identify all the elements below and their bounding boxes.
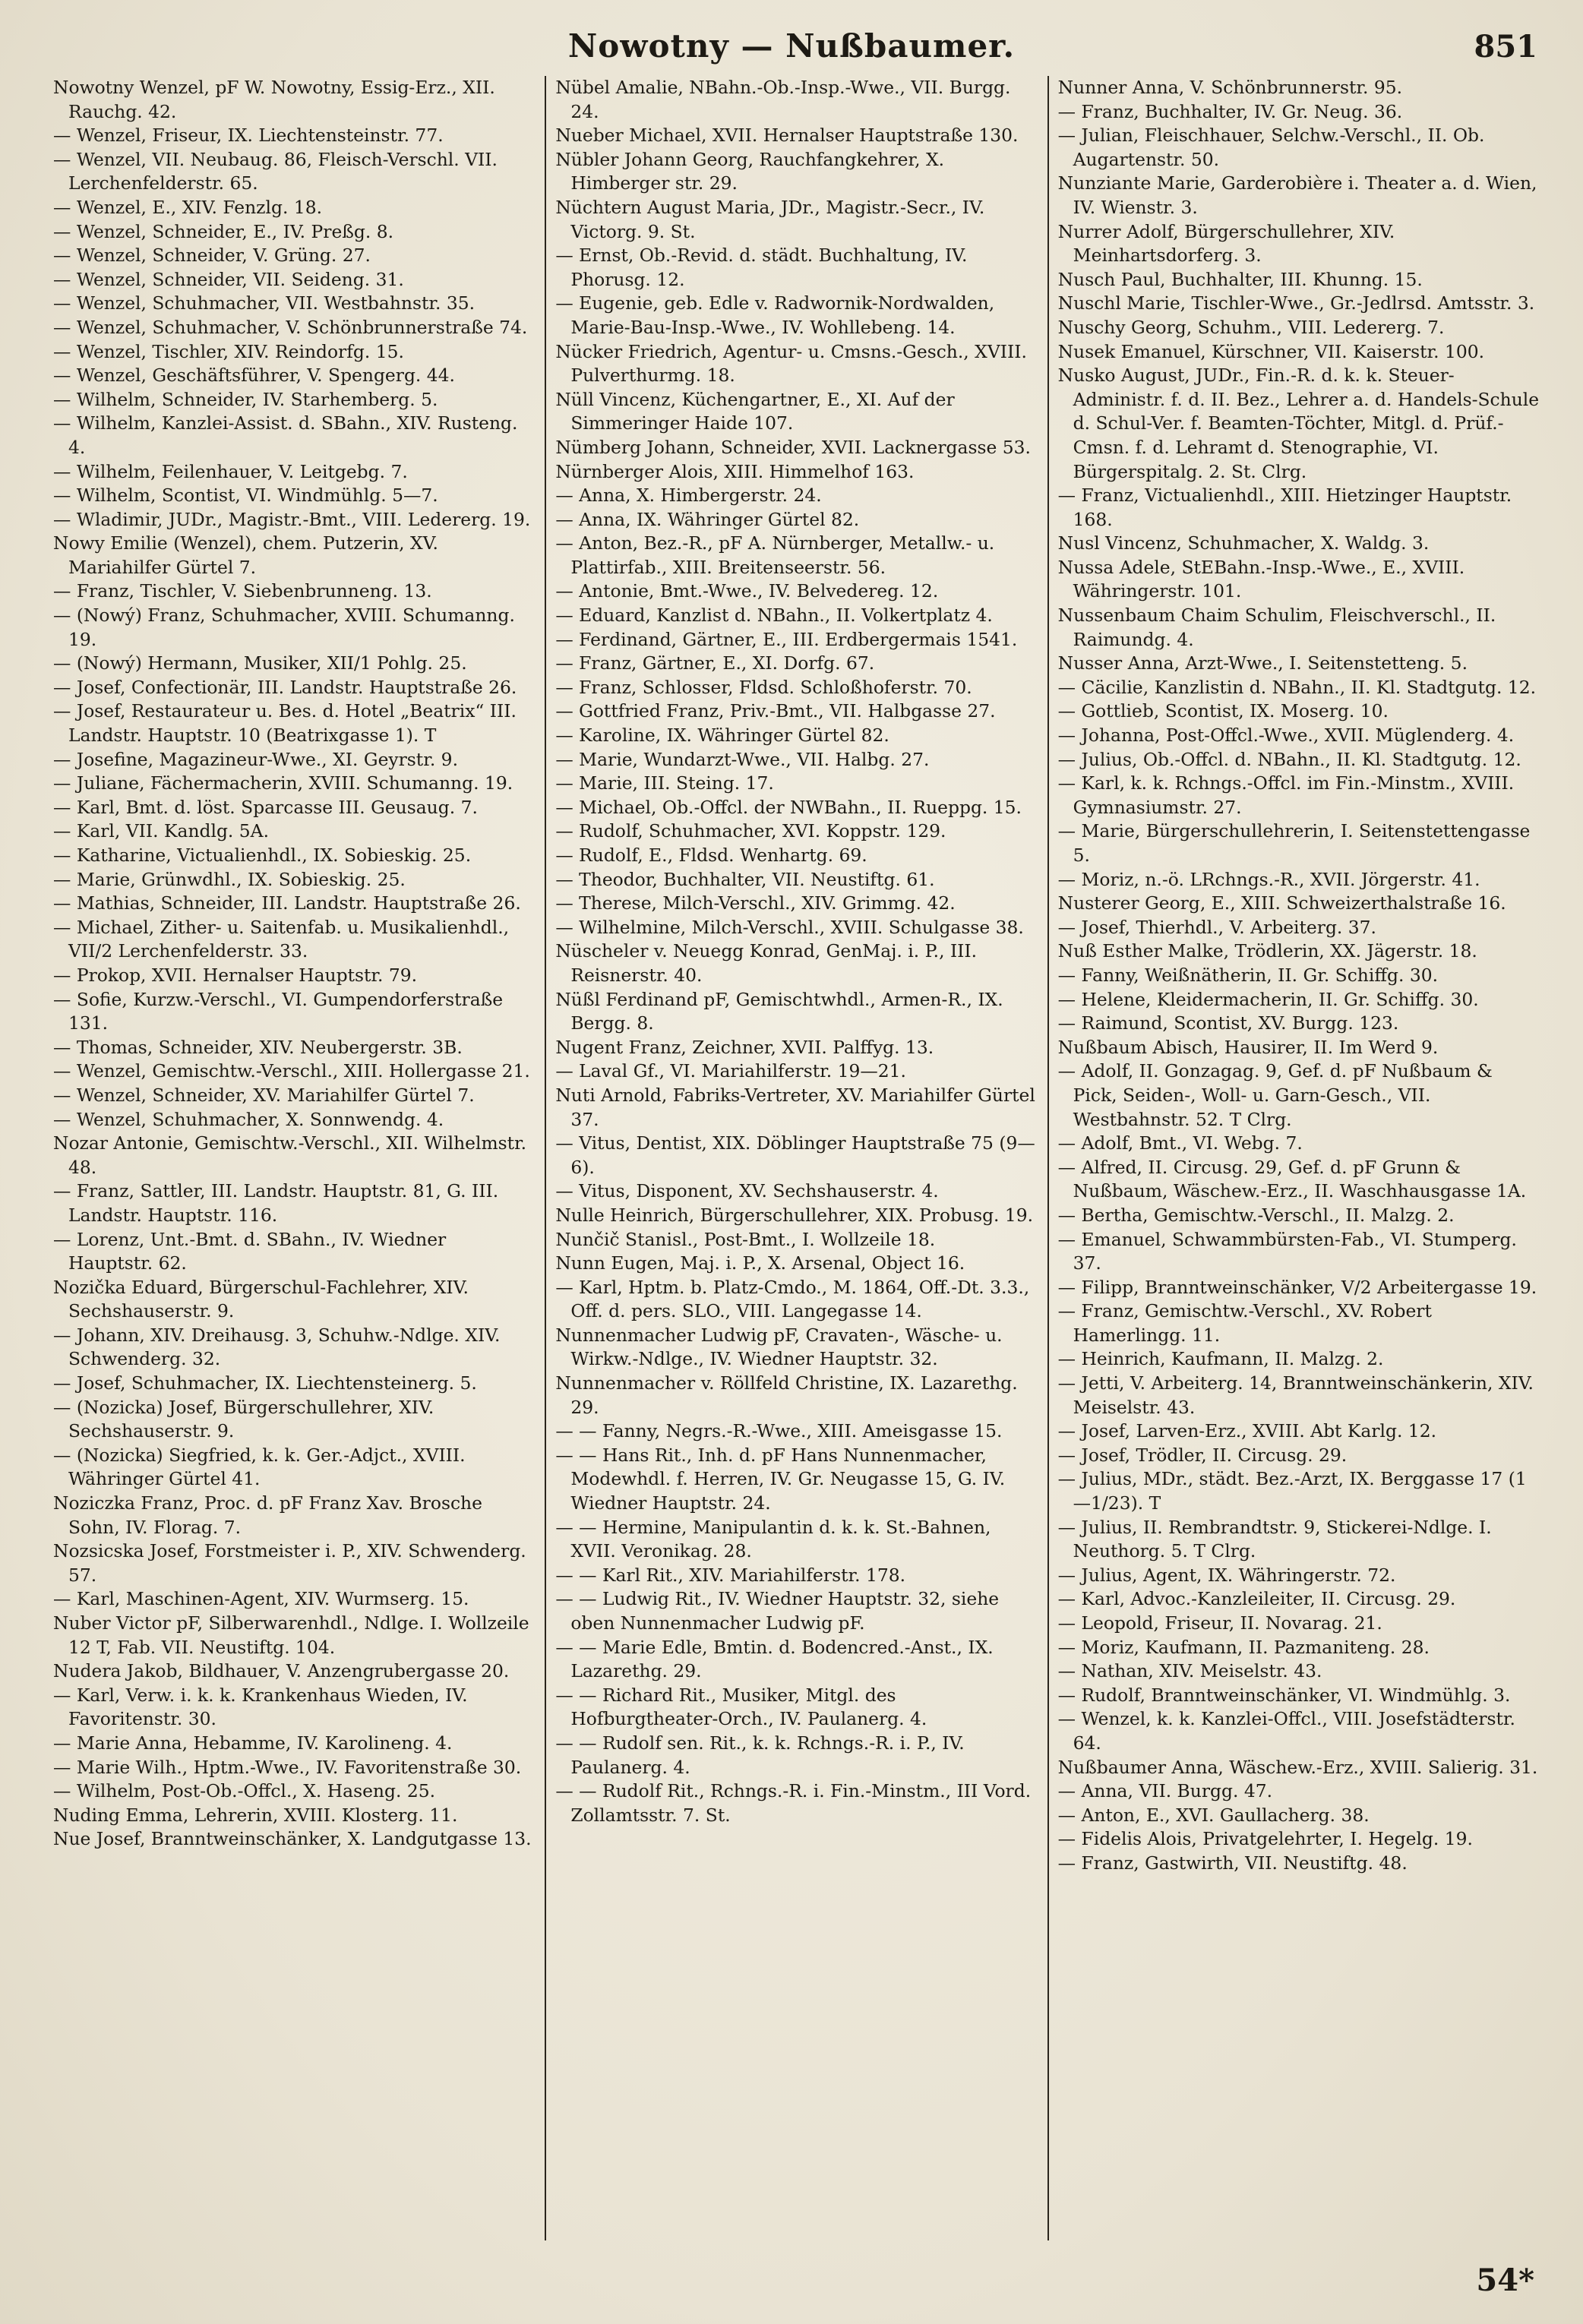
directory-entry: Nüßl Ferdinand pF, Gemischtwhdl., Armen-R., IX. Bergg. 8. (555, 988, 1003, 1034)
directory-entry: Nümberg Johann, Schneider, XVII. Lacknergasse 53. (555, 436, 1031, 458)
entry-columns (44, 76, 1550, 2240)
directory-entry: Nüchtern August Maria, JDr., Magistr.-Secr., IV. Victorg. 9. St. (555, 196, 985, 242)
directory-entry: Nulle Heinrich, Bürgerschullehrer, XIX. Probusg. 19. (555, 1204, 1034, 1226)
directory-entry: — Wenzel, E., XIV. Fenzlg. 18. (53, 196, 323, 218)
directory-entry: — — Ludwig Rit., IV. Wiedner Hauptstr. 32, siehe oben Nunnenmacher Ludwig pF. (555, 1588, 1000, 1634)
directory-entry: — Lorenz, Unt.-Bmt. d. SBahn., IV. Wiedner Hauptstr. 62. (53, 1228, 447, 1274)
directory-entry: — Franz, Tischler, V. Siebenbrunneng. 13. (53, 580, 432, 602)
directory-entry: — — Rudolf sen. Rit., k. k. Rchngs.-R. i. P., IV. Paulanerg. 4. (555, 1732, 965, 1778)
directory-entry: — Juliane, Fächermacherin, XVIII. Schumanng. 19. (53, 772, 513, 794)
directory-entry: — Karl, Bmt. d. löst. Sparcasse III. Geusaug. 7. (53, 796, 478, 818)
directory-entry: Nusko August, JUDr., Fin.-R. d. k. k. Steuer-Administr. f. d. II. Bez., Lehrer a. d. Handels-Schule d. Schul-Ver. f. Beamten-Töchter, Mitgl. d. Prüf.-Cmsn. f. d. Lehramt d. Stenographie, VI. Bürgerspitalg. 2. St. Clrg. (1057, 365, 1540, 482)
directory-entry: — Karl, Verw. i. k. k. Krankenhaus Wieden, IV. Favoritenstr. 30. (53, 1684, 468, 1730)
directory-entry: — Wladimir, JUDr., Magistr.-Bmt., VIII. Ledererg. 19. (53, 508, 531, 530)
directory-entry: — Bertha, Gemischtw.-Verschl., II. Malzg. 2. (1057, 1204, 1455, 1226)
directory-entry: — — Rudolf Rit., Rchngs.-R. i. Fin.-Minstm., III Vord. Zollamtsstr. 7. St. (555, 1780, 1032, 1826)
directory-entry: — Leopold, Friseur, II. Novarag. 21. (1057, 1612, 1382, 1634)
directory-entry: — Johanna, Post-Offcl.-Wwe., XVII. Müglenderg. 4. (1057, 725, 1515, 747)
directory-entry: Nübler Johann Georg, Rauchfangkehrer, X. Himberger str. 29. (555, 148, 945, 194)
directory-entry: — Wenzel, Tischler, XIV. Reindorfg. 15. (53, 340, 404, 362)
directory-entry: Nussa Adele, StEBahn.-Insp.-Wwe., E., XVIII. Währingerstr. 101. (1057, 556, 1465, 602)
directory-entry: — Anton, Bez.-R., pF A. Nürnberger, Metallw.- u. Plattirfab., XIII. Breitenseerstr. 56. (555, 532, 995, 578)
directory-entry: Nuschy Georg, Schuhm., VIII. Ledererg. 7. (1057, 316, 1445, 338)
directory-entry: — Josef, Restaurateur u. Bes. d. Hotel „Beatrix“ III. Landstr. Hauptstr. 10 (Beatrixgasse 1). T (53, 700, 517, 747)
directory-entry: — Franz, Buchhalter, IV. Gr. Neug. 36. (1057, 100, 1403, 122)
directory-entry: — Julius, II. Rembrandtstr. 9, Stickerei-Ndlge. I. Neuthorg. 5. T Clrg. (1057, 1516, 1492, 1562)
directory-entry: — Anna, X. Himbergerstr. 24. (555, 485, 822, 507)
directory-entry: Nürnberger Alois, XIII. Himmelhof 163. (555, 460, 915, 482)
directory-entry: — Franz, Gastwirth, VII. Neustiftg. 48. (1057, 1852, 1408, 1874)
directory-entry: Nübel Amalie, NBahn.-Ob.-Insp.-Wwe., VII. Burgg. 24. (555, 77, 1011, 122)
directory-entry: — Wilhelm, Kanzlei-Assist. d. SBahn., XIV. Rusteng. 4. (53, 412, 518, 458)
directory-entry: — Ferdinand, Gärtner, E., III. Erdbergermais 1541. (555, 628, 1018, 650)
directory-entry: — Josef, Thierhdl., V. Arbeiterg. 37. (1057, 916, 1376, 938)
directory-entry: — Josef, Larven-Erz., XVIII. Abt Karlg. 12. (1057, 1420, 1437, 1442)
directory-entry: — Julius, Ob.-Offcl. d. NBahn., II. Kl. Stadtgutg. 12. (1057, 748, 1521, 770)
directory-entry: — Alfred, II. Circusg. 29, Gef. d. pF Grunn & Nußbaum, Wäschew.-Erz., II. Waschhausgasse 1A. (1057, 1156, 1527, 1202)
directory-entry: — Wenzel, VII. Neubaug. 86, Fleisch-Verschl. VII. Lerchenfelderstr. 65. (53, 148, 498, 194)
running-head: Nowotny — Nußbaumer. (567, 27, 1016, 65)
directory-entry: — Marie, III. Steing. 17. (555, 772, 774, 794)
directory-entry: Nozička Eduard, Bürgerschul-Fachlehrer, XIV. Sechshauserstr. 9. (53, 1276, 469, 1322)
directory-entry: — Marie, Bürgerschullehrerin, I. Seitenstettengasse 5. (1057, 820, 1531, 866)
directory-entry: — Karl, Hptm. b. Platz-Cmdo., M. 1864, Off.-Dt. 3.3., Off. d. pers. SLO., VIII. Langegasse 14. (555, 1276, 1030, 1322)
directory-entry: Noziczka Franz, Proc. d. pF Franz Xav. Brosche Sohn, IV. Florag. 7. (53, 1492, 482, 1538)
directory-entry: Nußbaum Abisch, Hausirer, II. Im Werd 9. (1057, 1036, 1439, 1058)
directory-entry: — Wilhelm, Feilenhauer, V. Leitgebg. 7. (53, 460, 408, 482)
directory-entry: — Adolf, II. Gonzagag. 9, Gef. d. pF Nußbaum & Pick, Seiden-, Woll- u. Garn-Gesch., VII. Westbahnstr. 52. T Clrg. (1057, 1060, 1493, 1130)
directory-entry: — Vitus, Dentist, XIX. Döblinger Hauptstraße 75 (9—6). (555, 1132, 1035, 1178)
directory-entry: — Karl, k. k. Rchngs.-Offcl. im Fin.-Minstm., XVIII. Gymnasiumstr. 27. (1057, 772, 1515, 818)
directory-entry: — Wilhelm, Scontist, VI. Windmühlg. 5—7. (53, 485, 438, 507)
directory-entry: — Rudolf, Branntweinschänker, VI. Windmühlg. 3. (1057, 1684, 1511, 1706)
directory-entry: — Karl, Advoc.-Kanzleileiter, II. Circusg. 29. (1057, 1588, 1456, 1610)
directory-entry: Nowy Emilie (Wenzel), chem. Putzerin, XV. Mariahilfer Gürtel 7. (53, 532, 438, 578)
directory-entry: — Fidelis Alois, Privatgelehrter, I. Hegelg. 19. (1057, 1828, 1473, 1850)
page-number: 851 (1474, 29, 1537, 65)
directory-entry: Nunner Anna, V. Schönbrunnerstr. 95. (1057, 77, 1403, 98)
directory-entry: — Franz, Gärtner, E., XI. Dorfg. 67. (555, 652, 875, 674)
directory-entry: — Karoline, IX. Währinger Gürtel 82. (555, 725, 889, 747)
directory-entry: — Marie Anna, Hebamme, IV. Karolineng. 4. (53, 1732, 453, 1754)
directory-entry: — — Richard Rit., Musiker, Mitgl. des Hofburgtheater-Orch., IV. Paulanerg. 4. (555, 1684, 927, 1730)
directory-entry: — Sofie, Kurzw.-Verschl., VI. Gumpendorferstraße 131. (53, 988, 504, 1034)
directory-entry: — Josef, Schuhmacher, IX. Liechtensteinerg. 5. (53, 1372, 477, 1394)
directory-entry: — Theodor, Buchhalter, VII. Neustiftg. 61. (555, 868, 935, 890)
directory-entry: — Gottfried Franz, Priv.-Bmt., VII. Halbgasse 27. (555, 700, 996, 722)
directory-entry: Nunn Eugen, Maj. i. P., X. Arsenal, Object 16. (555, 1252, 965, 1274)
directory-entry: Nugent Franz, Zeichner, XVII. Palffyg. 13. (555, 1036, 934, 1058)
page-header (46, 21, 1537, 74)
directory-entry: — — Marie Edle, Bmtin. d. Bodencred.-Anst., IX. Lazarethg. 29. (555, 1636, 994, 1682)
directory-entry: — Ernst, Ob.-Revid. d. städt. Buchhaltung, IV. Phorusg. 12. (555, 245, 968, 290)
directory-entry: — Wenzel, Geschäftsführer, V. Spengerg. 44. (53, 365, 455, 387)
signature-mark: 54* (1476, 2262, 1534, 2298)
directory-entry: — (Nozicka) Siegfried, k. k. Ger.-Adjct., XVIII. Währinger Gürtel 41. (53, 1444, 466, 1490)
directory-entry: — Julian, Fleischhauer, Selchw.-Verschl., II. Ob. Augartenstr. 50. (1057, 125, 1485, 170)
directory-entry: — Wenzel, Schuhmacher, V. Schönbrunnerstraße 74. (53, 316, 528, 338)
directory-entry: Nußbaumer Anna, Wäschew.-Erz., XVIII. Salierig. 31. (1057, 1756, 1538, 1778)
directory-entry: Nuti Arnold, Fabriks-Vertreter, XV. Mariahilfer Gürtel 37. (555, 1084, 1035, 1130)
directory-entry: — Therese, Milch-Verschl., XIV. Grimmg. 42. (555, 892, 956, 914)
directory-entry: Nusl Vincenz, Schuhmacher, X. Waldg. 3. (1057, 532, 1430, 554)
directory-entry: — Nathan, XIV. Meiselstr. 43. (1057, 1660, 1322, 1682)
directory-entry: — Emanuel, Schwammbürsten-Fab., VI. Stumperg. 37. (1057, 1228, 1517, 1274)
directory-entry: — Helene, Kleidermacherin, II. Gr. Schiffg. 30. (1057, 988, 1479, 1010)
directory-entry: — Mathias, Schneider, III. Landstr. Hauptstraße 26. (53, 892, 521, 914)
directory-entry: — Marie, Grünwdhl., IX. Sobieskig. 25. (53, 868, 406, 890)
directory-entry: — Wenzel, k. k. Kanzlei-Offcl., VIII. Josefstädterstr. 64. (1057, 1708, 1515, 1754)
directory-entry: — Rudolf, Schuhmacher, XVI. Koppstr. 129. (555, 820, 946, 842)
directory-entry: — Josefine, Magazineur-Wwe., XI. Geyrstr. 9. (53, 748, 459, 770)
directory-entry: — (Nowý) Hermann, Musiker, XII/1 Pohlg. 25. (53, 652, 467, 674)
directory-entry: — Heinrich, Kaufmann, II. Malzg. 2. (1057, 1348, 1384, 1370)
directory-entry: Nüll Vincenz, Küchengartner, E., XI. Auf der Simmeringer Haide 107. (555, 388, 955, 434)
directory-entry: Nuding Emma, Lehrerin, XVIII. Klosterg. 11. (53, 1804, 458, 1826)
directory-entry: — Vitus, Disponent, XV. Sechshauserstr. 4. (555, 1180, 939, 1202)
directory-entry: Nurrer Adolf, Bürgerschullehrer, XIV. Meinhartsdorferg. 3. (1057, 220, 1395, 267)
directory-entry: — Anton, E., XVI. Gaullacherg. 38. (1057, 1804, 1370, 1826)
directory-entry: Nunnenmacher v. Röllfeld Christine, IX. Lazarethg. 29. (555, 1372, 1018, 1418)
directory-entry: Nunziante Marie, Garderobière i. Theater a. d. Wien, IV. Wienstr. 3. (1057, 172, 1537, 218)
directory-entry: — Moriz, Kaufmann, II. Pazmaniteng. 28. (1057, 1636, 1430, 1658)
directory-entry: — Franz, Schlosser, Fldsd. Schloßhoferstr. 70. (555, 676, 972, 698)
directory-entry: — Wenzel, Schneider, XV. Mariahilfer Gürtel 7. (53, 1084, 475, 1106)
directory-entry: — — Hans Rit., Inh. d. pF Hans Nunnenmacher, Modewhdl. f. Herren, IV. Gr. Neugasse 15, G. IV. Wiedner Hauptstr. 24. (555, 1444, 1006, 1514)
directory-entry: — Antonie, Bmt.-Wwe., IV. Belvedereg. 12. (555, 580, 939, 602)
directory-entry: — Rudolf, E., Fldsd. Wenhartg. 69. (555, 845, 867, 866)
directory-entry: Nuß Esther Malke, Trödlerin, XX. Jägerstr. 18. (1057, 940, 1477, 962)
directory-entry: — — Fanny, Negrs.-R.-Wwe., XIII. Ameisgasse 15. (555, 1420, 1003, 1442)
directory-entry: Nusek Emanuel, Kürschner, VII. Kaiserstr. 100. (1057, 340, 1485, 362)
directory-entry: Nuber Victor pF, Silberwarenhdl., Ndlge. I. Wollzeile 12 T, Fab. VII. Neustiftg. 104. (53, 1612, 529, 1658)
directory-entry: Nussenbaum Chaim Schulim, Fleischverschl., II. Raimundg. 4. (1057, 605, 1496, 650)
directory-entry: Nunčič Stanisl., Post-Bmt., I. Wollzeile 18. (555, 1228, 936, 1250)
column-2 (545, 76, 1047, 2240)
directory-entry: — Moriz, n.-ö. LRchngs.-R., XVII. Jörgerstr. 41. (1057, 868, 1480, 890)
directory-entry: — Eugenie, geb. Edle v. Radwornik-Nordwalden, Marie-Bau-Insp.-Wwe., IV. Wohllebeng. 14. (555, 292, 995, 338)
directory-entry: — Eduard, Kanzlist d. NBahn., II. Volkertplatz 4. (555, 605, 993, 627)
directory-entry: — Wenzel, Schneider, VII. Seideng. 31. (53, 268, 404, 290)
directory-entry: — Josef, Trödler, II. Circusg. 29. (1057, 1444, 1348, 1466)
directory-entry: — Julius, Agent, IX. Währingerstr. 72. (1057, 1564, 1396, 1586)
directory-entry: — Raimund, Scontist, XV. Burgg. 123. (1057, 1012, 1399, 1034)
directory-entry: — (Nozicka) Josef, Bürgerschullehrer, XIV. Sechshauserstr. 9. (53, 1396, 434, 1442)
directory-entry: — Johann, XIV. Dreihausg. 3, Schuhw.-Ndlge. XIV. Schwenderg. 32. (53, 1324, 501, 1370)
directory-entry: — Anna, VII. Burgg. 47. (1057, 1780, 1273, 1802)
directory-entry: — Julius, MDr., städt. Bez.-Arzt, IX. Berggasse 17 (1—1/23). T (1057, 1468, 1527, 1514)
directory-entry: — Michael, Ob.-Offcl. der NWBahn., II. Rueppg. 15. (555, 796, 1022, 818)
directory-entry: — Wenzel, Gemischtw.-Verschl., XIII. Hollergasse 21. (53, 1060, 530, 1082)
directory-entry: Nüscheler v. Neuegg Konrad, GenMaj. i. P., III. Reisnerstr. 40. (555, 940, 978, 986)
directory-entry: — Karl, Maschinen-Agent, XIV. Wurmserg. 15. (53, 1588, 469, 1610)
directory-entry: — — Hermine, Manipulantin d. k. k. St.-Bahnen, XVII. Veronikag. 28. (555, 1516, 991, 1562)
directory-entry: — Fanny, Weißnätherin, II. Gr. Schiffg. 30. (1057, 964, 1439, 986)
directory-entry: — Michael, Zither- u. Saitenfab. u. Musikalienhdl., VII/2 Lerchenfelderstr. 33. (53, 916, 510, 962)
directory-entry: — Prokop, XVII. Hernalser Hauptstr. 79. (53, 964, 418, 986)
directory-entry: — (Nowý) Franz, Schuhmacher, XVIII. Schumanng. 19. (53, 605, 515, 650)
directory-entry: — Filipp, Branntweinschänker, V/2 Arbeitergasse 19. (1057, 1276, 1537, 1298)
directory-entry: Nusch Paul, Buchhalter, III. Khunng. 15. (1057, 268, 1423, 290)
directory-entry: Nuschl Marie, Tischler-Wwe., Gr.-Jedlrsd. Amtsstr. 3. (1057, 292, 1535, 314)
directory-entry: — Adolf, Bmt., VI. Webg. 7. (1057, 1132, 1303, 1154)
column-1 (44, 76, 545, 2240)
directory-entry: — Karl, VII. Kandlg. 5A. (53, 820, 270, 842)
directory-entry: — Cäcilie, Kanzlistin d. NBahn., II. Kl. Stadtgutg. 12. (1057, 676, 1537, 698)
directory-entry: — Marie, Wundarzt-Wwe., VII. Halbg. 27. (555, 748, 930, 770)
directory-entry: Nue Josef, Branntweinschänker, X. Landgutgasse 13. (53, 1828, 532, 1850)
directory-entry: Nunnenmacher Ludwig pF, Cravaten-, Wäsche- u. Wirkw.-Ndlge., IV. Wiedner Hauptstr. 32. (555, 1324, 1003, 1370)
directory-entry: — Katharine, Victualienhdl., IX. Sobieskig. 25. (53, 845, 472, 866)
directory-entry: — Wenzel, Schneider, E., IV. Preßg. 8. (53, 220, 394, 242)
directory-entry: — Franz, Victualienhdl., XIII. Hietzinger Hauptstr. 168. (1057, 485, 1512, 530)
directory-entry: Nowotny Wenzel, pF W. Nowotny, Essig-Erz., XII. Rauchg. 42. (53, 77, 495, 122)
directory-entry: — Wilhelm, Schneider, IV. Starhemberg. 5. (53, 388, 438, 410)
directory-entry: Nücker Friedrich, Agentur- u. Cmsns.-Gesch., XVIII. Pulverthurmg. 18. (555, 340, 1027, 387)
directory-entry: — Jetti, V. Arbeiterg. 14, Branntweinschänkerin, XIV. Meiselstr. 43. (1057, 1372, 1534, 1418)
directory-entry: — Thomas, Schneider, XIV. Neubergerstr. 3B. (53, 1036, 463, 1058)
directory-entry: — Wenzel, Schuhmacher, X. Sonnwendg. 4. (53, 1108, 444, 1130)
directory-entry: — Wenzel, Friseur, IX. Liechtensteinstr. 77. (53, 125, 444, 147)
column-3 (1047, 76, 1550, 2240)
directory-entry: Nozar Antonie, Gemischtw.-Verschl., XII. Wilhelmstr. 48. (53, 1132, 527, 1178)
directory-entry: Nusterer Georg, E., XIII. Schweizerthalstraße 16. (1057, 892, 1506, 914)
directory-entry: — Gottlieb, Scontist, IX. Moserg. 10. (1057, 700, 1389, 722)
directory-entry: Nudera Jakob, Bildhauer, V. Anzengrubergasse 20. (53, 1660, 510, 1682)
directory-entry: — Wilhelm, Post-Ob.-Offcl., X. Haseng. 25. (53, 1780, 436, 1802)
directory-entry: — Josef, Confectionär, III. Landstr. Hauptstraße 26. (53, 676, 517, 698)
directory-entry: — Marie Wilh., Hptm.-Wwe., IV. Favoritenstraße 30. (53, 1756, 522, 1778)
directory-entry: — Wilhelmine, Milch-Verschl., XVIII. Schulgasse 38. (555, 916, 1024, 938)
directory-entry: Nueber Michael, XVII. Hernalser Hauptstraße 130. (555, 125, 1019, 147)
directory-entry: — — Karl Rit., XIV. Mariahilferstr. 178. (555, 1564, 906, 1586)
directory-entry: — Wenzel, Schuhmacher, VII. Westbahnstr. 35. (53, 292, 476, 314)
directory-entry: — Wenzel, Schneider, V. Grüng. 27. (53, 245, 371, 267)
directory-entry: — Franz, Gemischtw.-Verschl., XV. Robert Hamerlingg. 11. (1057, 1300, 1432, 1346)
directory-entry: — Laval Gf., VI. Mariahilferstr. 19—21. (555, 1060, 906, 1082)
directory-entry: — Franz, Sattler, III. Landstr. Hauptstr. 81, G. III. Landstr. Hauptstr. 116. (53, 1180, 499, 1226)
directory-entry: — Anna, IX. Währinger Gürtel 82. (555, 508, 860, 530)
directory-entry: Nozsicska Josef, Forstmeister i. P., XIV. Schwenderg. 57. (53, 1540, 526, 1586)
directory-entry: Nusser Anna, Arzt-Wwe., I. Seitenstetteng. 5. (1057, 652, 1468, 674)
